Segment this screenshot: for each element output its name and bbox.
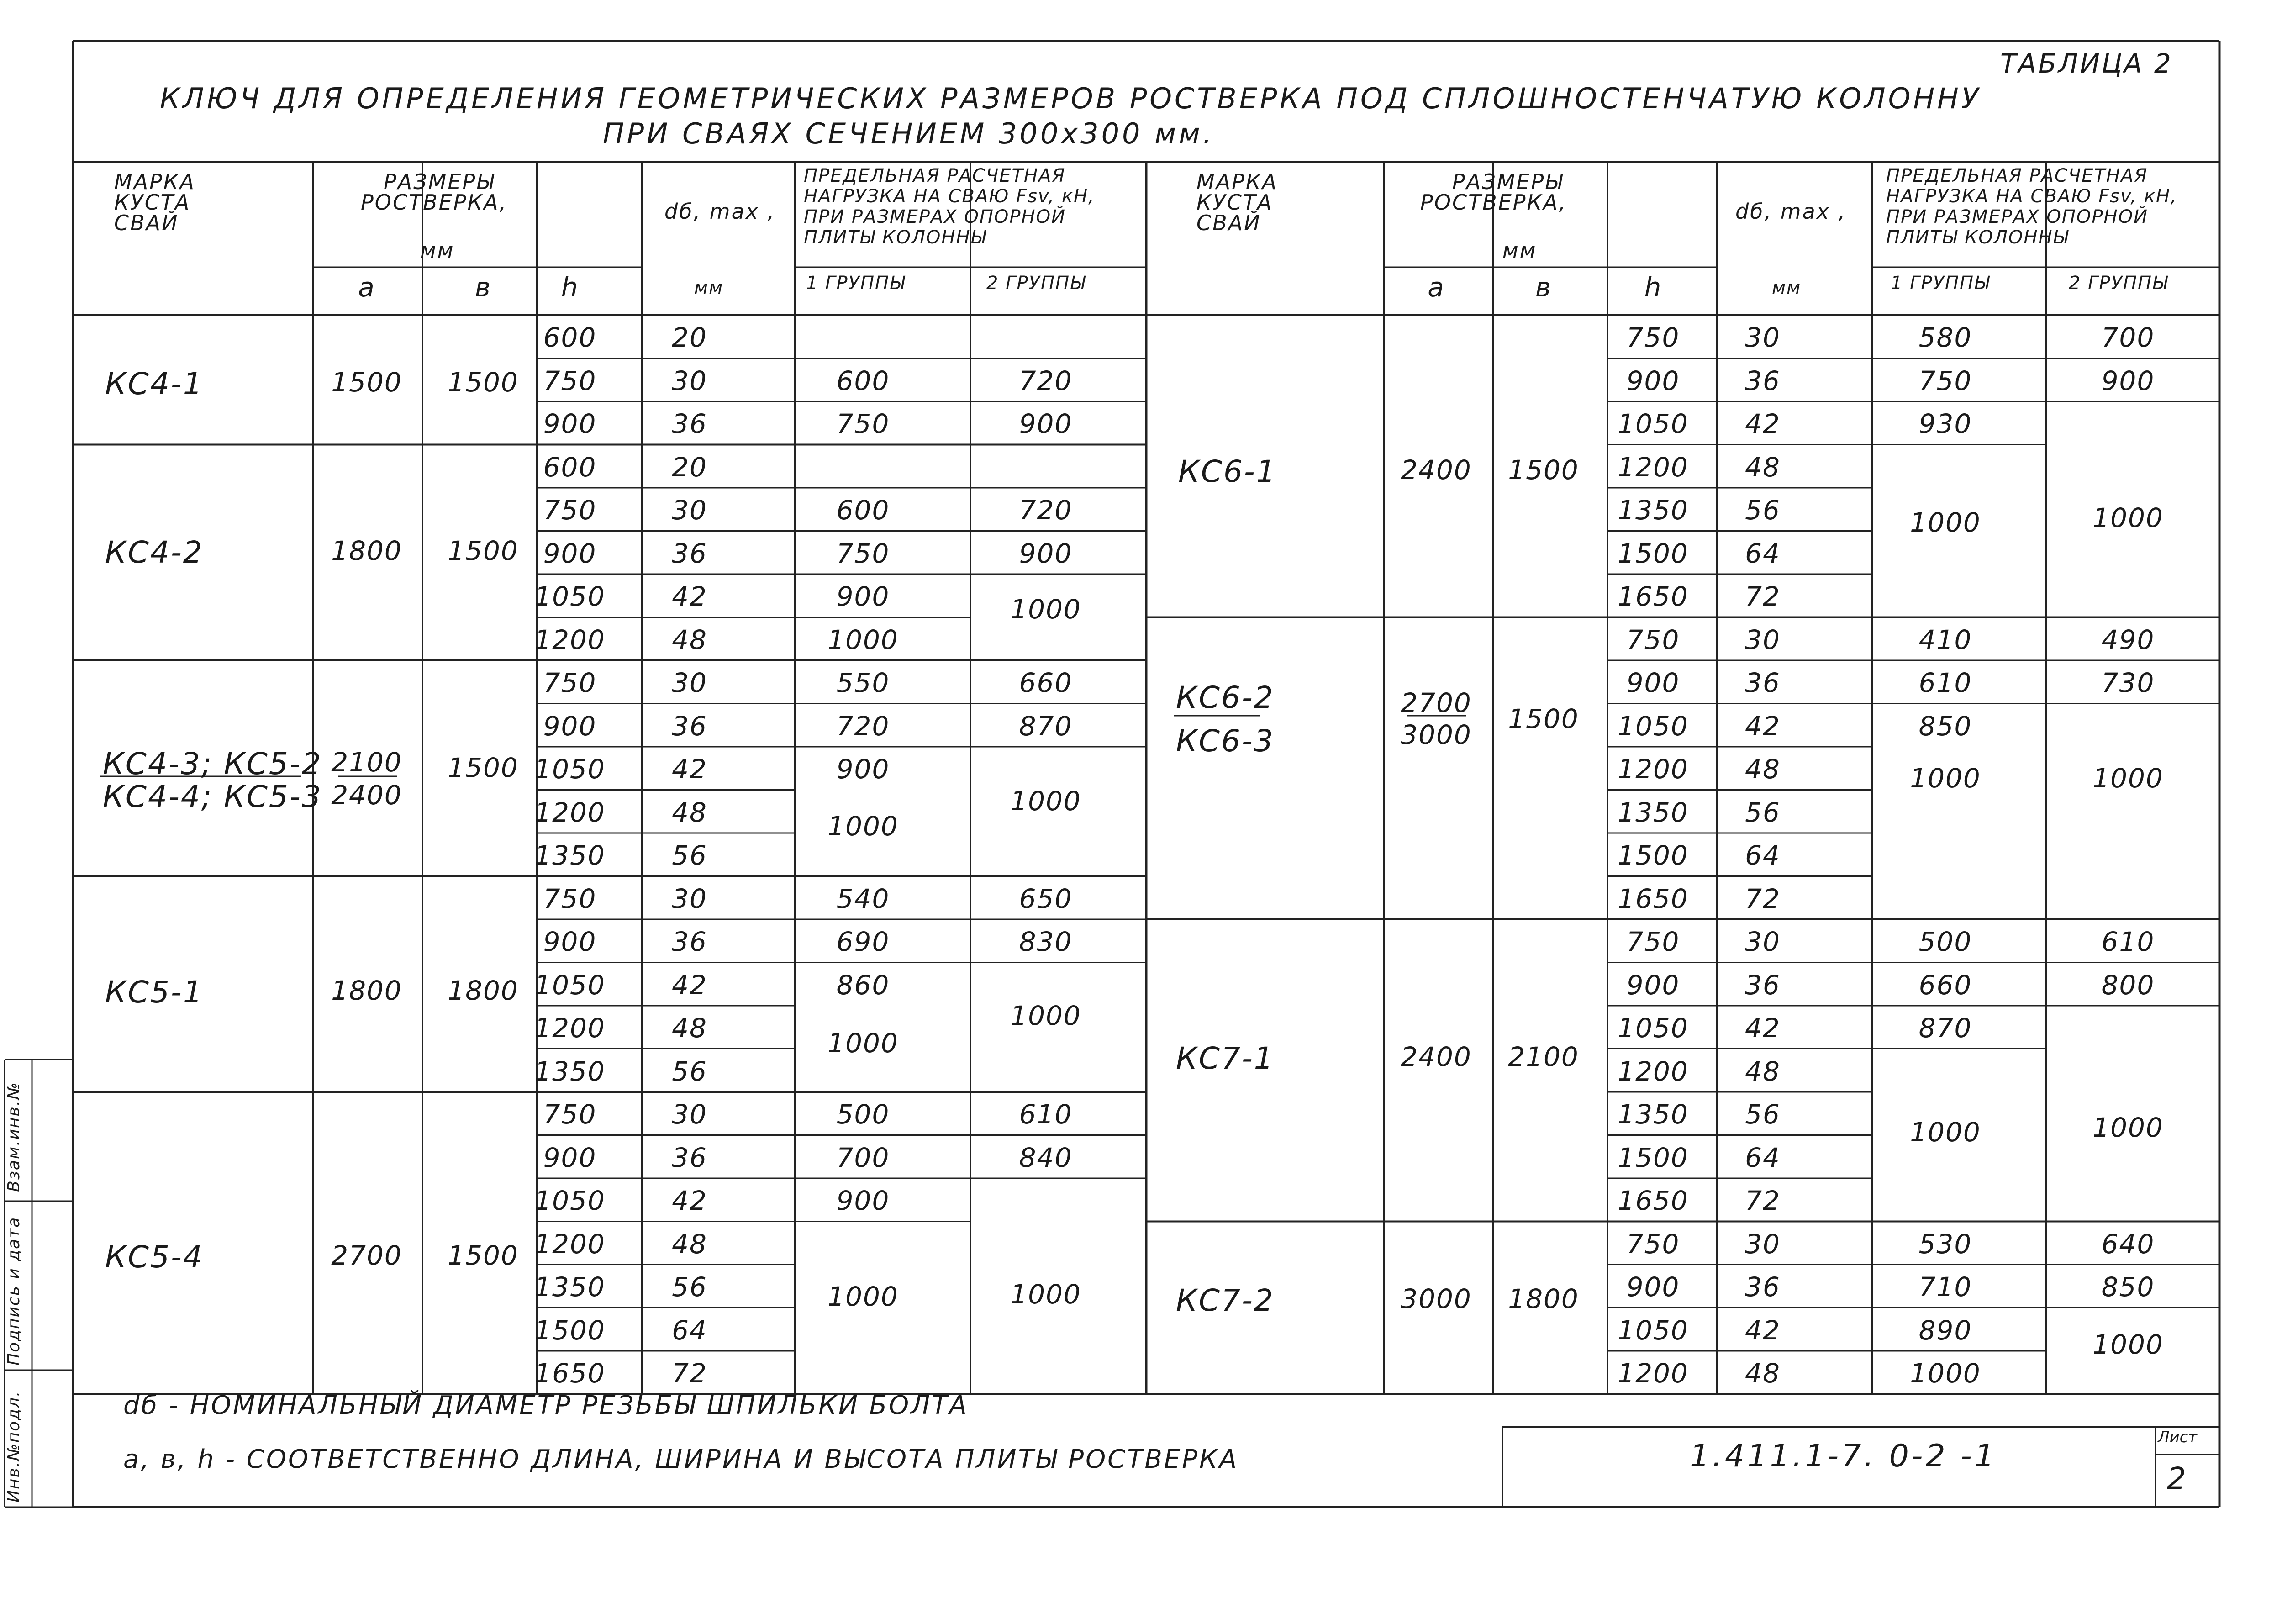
header-mark-line-1-right: МАРКА	[1196, 169, 1278, 194]
grillage-length-a: 2400	[1401, 454, 1472, 485]
header-group-1-right: 1 ГРУППЫ	[1891, 273, 1990, 294]
cell-g2: 720	[1019, 495, 1073, 526]
header-load-line-4: ПЛИТЫ КОЛОННЫ	[804, 227, 987, 248]
header-group-2-right: 2 ГРУППЫ	[2069, 273, 2168, 294]
cell-g1: 750	[836, 538, 890, 569]
cell-d: 42	[1745, 408, 1781, 439]
pile-group-mark-kc6-1: КС6-1	[1178, 454, 1277, 489]
grillage-length-a: 3000	[1401, 1283, 1472, 1314]
grillage-length-a-lower: 2400	[331, 780, 402, 811]
grillage-width-b: 1500	[448, 535, 519, 566]
sheet-label: Лист	[2158, 1428, 2198, 1446]
cell-d: 30	[1745, 926, 1781, 957]
header-mark-line-2-right: КУСТА	[1196, 190, 1273, 215]
cell-d: 30	[672, 667, 707, 698]
pile-group-mark-kc4-1: КС4-1	[105, 366, 204, 401]
cell-h: 1350	[534, 1271, 606, 1302]
cell-d: 30	[672, 495, 707, 526]
cell-g1: 720	[836, 710, 890, 742]
cell-h: 750	[1626, 926, 1680, 957]
cell-d: 48	[1745, 754, 1781, 785]
side-label-replacement: Взам.инв.№	[5, 1081, 23, 1192]
cell-d: 30	[672, 365, 707, 396]
cell-d: 42	[672, 1185, 707, 1216]
cell-d: 36	[672, 408, 707, 439]
header-dims-unit: мм	[420, 238, 455, 263]
cell-h: 900	[1626, 969, 1680, 1001]
header-col-h: h	[561, 272, 579, 303]
pile-group-mark-kc4-3-kc5-2: КС4-3; КС5-2	[103, 746, 322, 781]
load-group1-merged: 1000	[1910, 507, 1981, 538]
cell-d: 20	[672, 322, 707, 353]
cell-h: 1650	[534, 1358, 606, 1389]
cell-h: 600	[543, 451, 597, 483]
cell-h: 900	[543, 710, 597, 742]
cell-h: 900	[543, 408, 597, 439]
cell-h: 900	[1626, 365, 1680, 396]
header-col-h-right: h	[1644, 272, 1662, 303]
header-load-line-2: НАГРУЗКА НА СВАЮ Fsv, кН,	[804, 186, 1095, 207]
load-group2-merged: 1000	[2092, 763, 2164, 794]
cell-d: 42	[1745, 1314, 1781, 1346]
cell-g1: 540	[836, 883, 890, 914]
cell-g1: 1000	[827, 624, 899, 655]
cell-d: 56	[1745, 796, 1781, 828]
pile-group-mark-kc5-4: КС5-4	[105, 1239, 204, 1275]
header-col-a-right: а	[1428, 272, 1445, 303]
cell-g1: 900	[836, 581, 890, 612]
cell-d: 30	[672, 1099, 707, 1130]
cell-d: 30	[1745, 1228, 1781, 1260]
header-mark-line-3: СВАЙ	[114, 211, 179, 235]
header-dims-line-1: РАЗМЕРЫ	[384, 169, 495, 194]
cell-h: 1200	[1618, 451, 1689, 483]
sheet-number: 2	[2167, 1461, 2186, 1496]
header-load-line-3: ПРИ РАЗМЕРАХ ОПОРНОЙ	[804, 206, 1066, 227]
cell-g1: 500	[836, 1099, 890, 1130]
side-label-inventory: Инв.№подл.	[5, 1390, 23, 1503]
grillage-length-a: 1800	[331, 535, 402, 566]
document-code: 1.411.1-7. 0-2 -1	[1690, 1438, 1997, 1474]
cell-d: 48	[672, 1012, 707, 1044]
load-group1-merged: 1000	[827, 1028, 899, 1059]
cell-h: 1200	[1618, 754, 1689, 785]
cell-g1: 690	[836, 926, 890, 957]
grillage-length-a: 1800	[331, 975, 402, 1006]
load-group1-merged: 1000	[827, 1281, 899, 1312]
cell-g1: 1000	[1910, 1358, 1981, 1389]
cell-d: 42	[1745, 1012, 1781, 1044]
cell-h: 1050	[1618, 408, 1689, 439]
cell-h: 750	[1626, 624, 1680, 655]
side-label-signature: Подпись и дата	[5, 1216, 23, 1366]
cell-d: 64	[1745, 840, 1781, 871]
cell-g2: 610	[2101, 926, 2155, 957]
cell-d: 42	[672, 969, 707, 1001]
cell-d: 36	[1745, 969, 1781, 1001]
note-dimensions: а, в, h - СООТВЕТСТВЕННО ДЛИНА, ШИРИНА И ВЫСОТА ПЛИТЫ РОСТВЕРКА	[123, 1445, 1239, 1474]
cell-d: 64	[1745, 538, 1781, 569]
cell-g1: 610	[1918, 667, 1972, 698]
cell-g2: 640	[2101, 1228, 2155, 1260]
cell-d: 36	[1745, 667, 1781, 698]
cell-d: 72	[1745, 1185, 1781, 1216]
table-title-line-1: КЛЮЧ ДЛЯ ОПРЕДЕЛЕНИЯ ГЕОМЕТРИЧЕСКИХ РАЗМЕРОВ РОСТВЕРКА ПОД СПЛОШНОСТЕНЧАТУЮ КОЛОННУ	[160, 82, 1982, 115]
header-col-d-unit: мм	[694, 277, 724, 298]
header-load-line-1: ПРЕДЕЛЬНАЯ РАСЧЕТНАЯ	[804, 165, 1066, 186]
cell-d: 30	[672, 883, 707, 914]
cell-h: 750	[543, 495, 597, 526]
table-number-label: ТАБЛИЦА 2	[2000, 48, 2173, 79]
pile-group-mark-kc5-1: КС5-1	[105, 975, 204, 1010]
header-dims-line-2-right: РОСТВЕРКА,	[1420, 190, 1567, 215]
pile-group-mark-kc4-2: КС4-2	[105, 535, 204, 570]
cell-g2: 720	[1019, 365, 1073, 396]
grillage-length-a-lower: 3000	[1401, 719, 1472, 750]
load-group1-merged: 1000	[827, 811, 899, 842]
cell-d: 56	[1745, 495, 1781, 526]
cell-d: 56	[672, 1055, 707, 1087]
cell-d: 48	[672, 1228, 707, 1260]
load-group2-merged: 1000	[2092, 1112, 2164, 1143]
header-group-1: 1 ГРУППЫ	[806, 273, 906, 294]
cell-g1: 550	[836, 667, 890, 698]
grillage-length-a: 1500	[331, 367, 402, 398]
cell-h: 1350	[1618, 1099, 1689, 1130]
cell-d: 42	[672, 581, 707, 612]
cell-h: 750	[543, 883, 597, 914]
cell-h: 1500	[1618, 840, 1689, 871]
cell-h: 1650	[1618, 883, 1689, 914]
header-load-line-3-right: ПРИ РАЗМЕРАХ ОПОРНОЙ	[1886, 206, 2149, 227]
cell-g2: 900	[1019, 538, 1073, 569]
cell-h: 1050	[1618, 1012, 1689, 1044]
cell-h: 1200	[534, 796, 606, 828]
cell-h: 1050	[534, 969, 606, 1001]
cell-d: 48	[672, 796, 707, 828]
cell-h: 750	[543, 365, 597, 396]
pile-group-mark-kc6-3: КС6-3	[1176, 723, 1275, 759]
cell-d: 36	[672, 926, 707, 957]
pile-group-mark-kc7-1: КС7-1	[1176, 1041, 1275, 1076]
cell-d: 30	[1745, 624, 1781, 655]
table-title-line-2: ПРИ СВАЯХ СЕЧЕНИЕМ 300х300 мм.	[603, 117, 1215, 150]
grillage-length-a: 2700	[331, 1240, 402, 1271]
cell-d: 56	[672, 1271, 707, 1302]
cell-g1: 530	[1918, 1228, 1972, 1260]
cell-d: 64	[672, 1314, 707, 1346]
cell-h: 1050	[1618, 1314, 1689, 1346]
header-col-b-right: в	[1535, 272, 1552, 303]
load-group1-merged: 1000	[1910, 1117, 1981, 1148]
grillage-width-b: 1500	[448, 752, 519, 783]
cell-g2: 870	[1019, 710, 1073, 742]
cell-h: 1200	[1618, 1055, 1689, 1087]
cell-h: 1050	[534, 1185, 606, 1216]
cell-h: 1500	[534, 1314, 606, 1346]
grillage-length-a-upper: 2100	[331, 747, 402, 778]
cell-d: 30	[1745, 322, 1781, 353]
cell-h: 900	[543, 538, 597, 569]
grillage-width-b: 1800	[448, 975, 519, 1006]
cell-h: 750	[1626, 322, 1680, 353]
header-mark-line-3-right: СВАЙ	[1196, 211, 1261, 235]
cell-g1: 900	[836, 1185, 890, 1216]
header-mark-line-2: КУСТА	[114, 190, 191, 215]
pile-group-mark-kc7-2: КС7-2	[1176, 1283, 1275, 1318]
cell-g1: 900	[836, 754, 890, 785]
cell-g2: 650	[1019, 883, 1073, 914]
cell-h: 900	[543, 926, 597, 957]
cell-g2: 900	[1019, 408, 1073, 439]
cell-h: 900	[543, 1142, 597, 1173]
cell-g1: 930	[1918, 408, 1972, 439]
cell-h: 750	[543, 1099, 597, 1130]
cell-h: 1350	[534, 840, 606, 871]
cell-h: 1050	[534, 581, 606, 612]
cell-d: 64	[1745, 1142, 1781, 1173]
cell-g1: 750	[1918, 365, 1972, 396]
cell-d: 48	[1745, 451, 1781, 483]
cell-d: 36	[672, 538, 707, 569]
cell-g1: 580	[1918, 322, 1972, 353]
cell-h: 1050	[534, 754, 606, 785]
cell-d: 42	[672, 754, 707, 785]
cell-h: 1500	[1618, 538, 1689, 569]
cell-h: 900	[1626, 1271, 1680, 1302]
grillage-width-b: 1500	[448, 1240, 519, 1271]
cell-d: 72	[1745, 581, 1781, 612]
cell-g1: 850	[1918, 710, 1972, 742]
cell-g1: 750	[836, 408, 890, 439]
cell-g1: 600	[836, 365, 890, 396]
cell-d: 48	[672, 624, 707, 655]
cell-h: 1500	[1618, 1142, 1689, 1173]
cell-g1: 710	[1918, 1271, 1972, 1302]
header-col-b: в	[474, 272, 492, 303]
cell-g2: 610	[1019, 1099, 1073, 1130]
grillage-width-b: 1500	[1508, 454, 1579, 485]
cell-g2: 900	[2101, 365, 2155, 396]
header-mark-line-1: МАРКА	[114, 169, 196, 194]
cell-h: 600	[543, 322, 597, 353]
pile-group-mark-kc4-4-kc5-3: КС4-4; КС5-3	[103, 779, 322, 814]
cell-h: 1200	[534, 624, 606, 655]
cell-g1: 600	[836, 495, 890, 526]
header-group-2: 2 ГРУППЫ	[986, 273, 1086, 294]
header-dims-line-2: РОСТВЕРКА,	[361, 190, 508, 215]
cell-g2: 700	[2101, 322, 2155, 353]
header-dims-unit-right: мм	[1502, 238, 1537, 263]
cell-d: 42	[1745, 710, 1781, 742]
cell-h: 1200	[1618, 1358, 1689, 1389]
grillage-width-b: 1800	[1508, 1283, 1579, 1314]
cell-g2: 660	[1019, 667, 1073, 698]
cell-h: 750	[1626, 1228, 1680, 1260]
grillage-length-a: 2400	[1401, 1041, 1472, 1072]
load-group2-merged: 1000	[2092, 502, 2164, 533]
note-diameter: dб - НОМИНАЛЬНЫЙ ДИАМЕТР РЕЗЬБЫ ШПИЛЬКИ БОЛТА	[123, 1391, 969, 1420]
cell-g1: 410	[1918, 624, 1972, 655]
cell-d: 36	[1745, 1271, 1781, 1302]
header-load-line-1-right: ПРЕДЕЛЬНАЯ РАСЧЕТНАЯ	[1886, 165, 2148, 186]
cell-g2: 830	[1019, 926, 1073, 957]
cell-h: 900	[1626, 667, 1680, 698]
header-load-line-2-right: НАГРУЗКА НА СВАЮ Fsv, кН,	[1886, 186, 2177, 207]
cell-h: 1650	[1618, 581, 1689, 612]
header-col-a: а	[358, 272, 375, 303]
cell-d: 48	[1745, 1358, 1781, 1389]
pile-group-mark-kc6-2: КС6-2	[1176, 680, 1275, 715]
cell-h: 1200	[534, 1012, 606, 1044]
grillage-width-b: 2100	[1508, 1041, 1579, 1072]
header-col-d-unit-right: мм	[1772, 277, 1802, 298]
grillage-length-a-upper: 2700	[1401, 687, 1472, 718]
cell-d: 36	[672, 710, 707, 742]
cell-d: 72	[1745, 883, 1781, 914]
cell-g2: 850	[2101, 1271, 2155, 1302]
grillage-width-b: 1500	[448, 367, 519, 398]
cell-h: 1650	[1618, 1185, 1689, 1216]
cell-g1: 870	[1918, 1012, 1972, 1044]
load-group2-merged: 1000	[1010, 594, 1081, 625]
grillage-width-b: 1500	[1508, 703, 1579, 734]
cell-h: 750	[543, 667, 597, 698]
load-group2-merged: 1000	[1010, 786, 1081, 817]
cell-d: 72	[672, 1358, 707, 1389]
cell-h: 1050	[1618, 710, 1689, 742]
cell-d: 56	[1745, 1099, 1781, 1130]
cell-h: 1200	[534, 1228, 606, 1260]
cell-g1: 660	[1918, 969, 1972, 1001]
cell-g1: 890	[1918, 1314, 1972, 1346]
cell-g2: 840	[1019, 1142, 1073, 1173]
cell-g2: 730	[2101, 667, 2155, 698]
header-load-line-4-right: ПЛИТЫ КОЛОННЫ	[1886, 227, 2069, 248]
cell-d: 36	[1745, 365, 1781, 396]
cell-h: 1350	[1618, 796, 1689, 828]
cell-d: 20	[672, 451, 707, 483]
cell-h: 1350	[534, 1055, 606, 1087]
load-group2-merged: 1000	[1010, 1279, 1081, 1310]
cell-d: 48	[1745, 1055, 1781, 1087]
cell-g1: 860	[836, 969, 890, 1001]
load-group2-merged: 1000	[1010, 1000, 1081, 1031]
load-group2-merged: 1000	[2092, 1329, 2164, 1360]
cell-h: 1350	[1618, 495, 1689, 526]
cell-d: 36	[672, 1142, 707, 1173]
load-group1-merged: 1000	[1910, 763, 1981, 794]
cell-g1: 700	[836, 1142, 890, 1173]
cell-g1: 500	[1918, 926, 1972, 957]
header-col-d-right: dб, max ,	[1735, 199, 1847, 224]
cell-g2: 490	[2101, 624, 2155, 655]
header-dims-line-1-right: РАЗМЕРЫ	[1452, 169, 1564, 194]
header-col-d: dб, max ,	[664, 199, 776, 224]
cell-d: 56	[672, 840, 707, 871]
cell-g2: 800	[2101, 969, 2155, 1001]
